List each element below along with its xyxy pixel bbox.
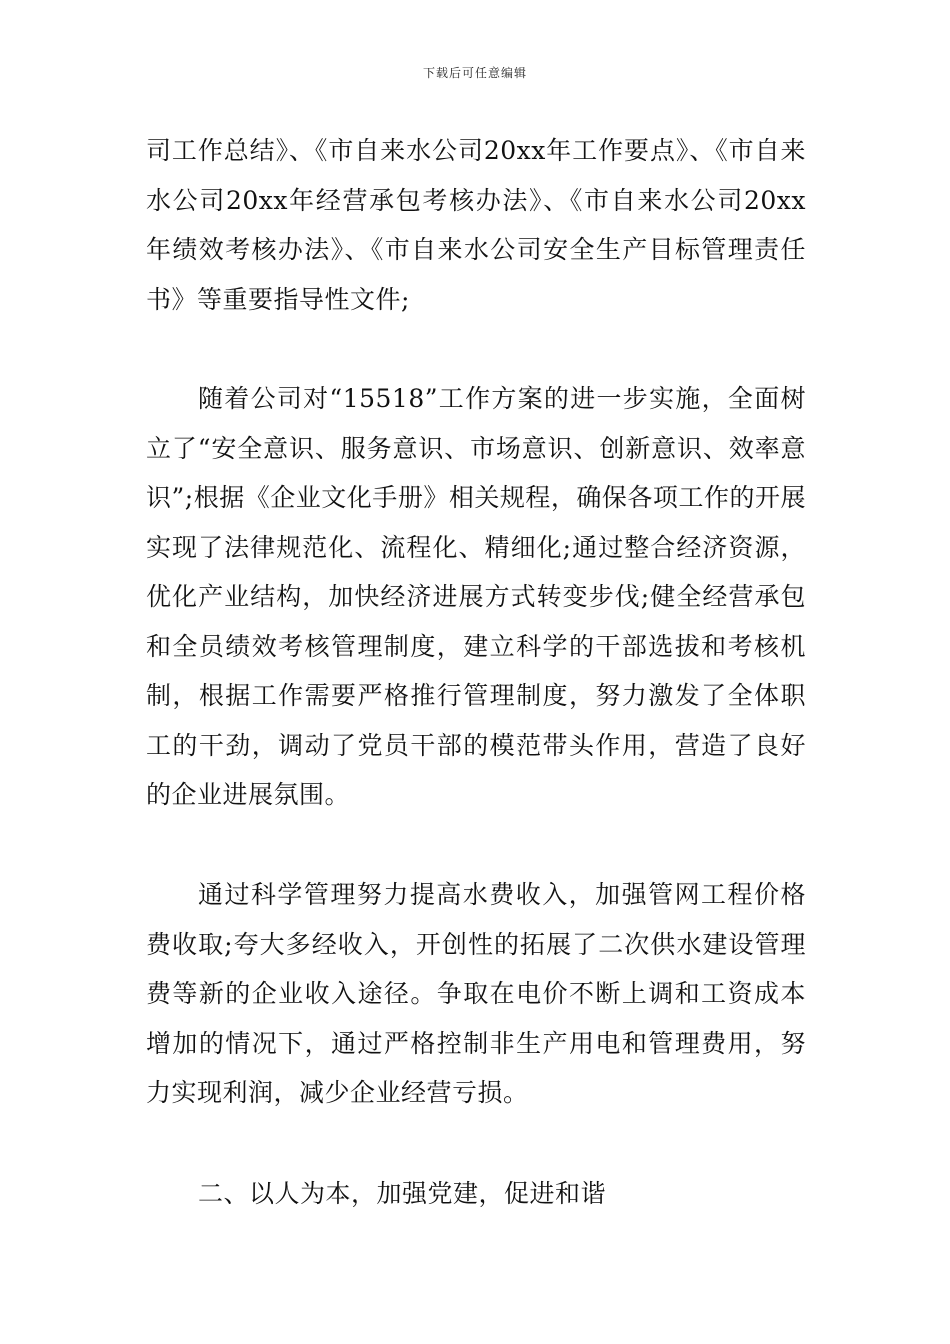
page-header-note: 下载后可任意编辑 (422, 66, 527, 80)
body-paragraph: 随着公司对“15518”工作方案的进一步实施，全面树立了“安全意识、服务意识、市场意识、创新意识、效率意识”;根据《企业文化手册》相关规程，确保各项工作的开展实现了法律规范化、流程化、精细化;通过整合经济资源，优化产业结构，加快经济进展方式转变步伐;健全经营承包和全员绩效考核管理制度，建立科学的干部选拔和考核机制，根据工作需要严格推行管理制度，努力激发了全体职工的干劲，调动了党员干部的模范带头作用，营造了良好的企业进展氛围。 (146, 384, 806, 809)
body-paragraph: 通过科学管理努力提高水费收入，加强管网工程价格费收取;夸大多经收入，开创性的拓展了二次供水建设管理费等新的企业收入途径。争取在电价不断上调和工资成本增加的情况下，通过严格控制非生产用电和管理费用，努力实现利润，减少企业经营亏损。 (146, 880, 806, 1107)
body-paragraph: 司工作总结》、《市自来水公司20xx年工作要点》、《市自来水公司20xx年经营承包考核办法》、《市自来水公司20xx年绩效考核办法》、《市自来水公司安全生产目标管理责任书》等重要指导性文件; (146, 136, 806, 314)
section-heading: 二、以人为本，加强党建，促进和谐 (198, 1179, 607, 1208)
